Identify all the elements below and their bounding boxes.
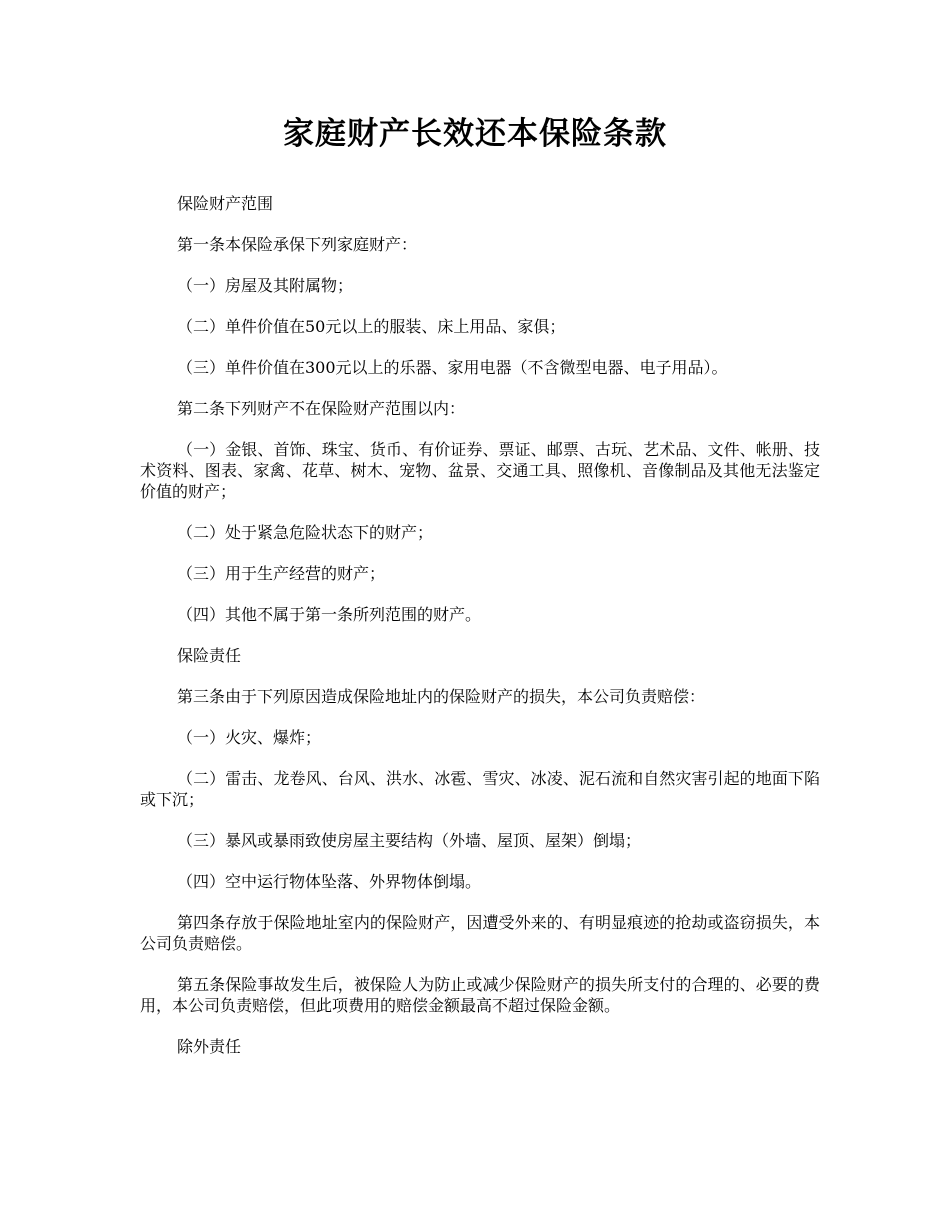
article-1-item-1: （一）房屋及其附属物； [177, 276, 354, 295]
section-heading-scope: 保险财产范围 [177, 194, 274, 213]
section-heading-exclusions: 除外责任 [177, 1037, 242, 1056]
article-3-item-1: （一）火灾、爆炸； [177, 728, 322, 747]
section-heading-liability: 保险责任 [177, 646, 242, 665]
article-1: 第一条本保险承保下列家庭财产： [177, 235, 418, 254]
article-2-item-4: （四）其他不属于第一条所列范围的财产。 [177, 605, 482, 624]
article-2-item-2: （二）处于紧急危险状态下的财产； [177, 523, 434, 542]
article-1-item-2: （二）单件价值在50元以上的服装、床上用品、家俱； [177, 317, 566, 336]
article-3: 第三条由于下列原因造成保险地址内的保险财产的损失，本公司负责赔偿： [177, 687, 706, 706]
article-2-item-3: （三）用于生产经营的财产； [177, 564, 386, 583]
article-3-item-2: （二）雷击、龙卷风、台风、洪水、冰雹、雪灾、冰凌、泥石流和自然灾害引起的地面下陷或下沉； [140, 769, 820, 809]
article-1-item-3: （三）单件价值在300元以上的乐器、家用电器（不含微型电器、电子用品）。 [177, 358, 728, 377]
article-2-item-1: （一）金银、首饰、珠宝、货币、有价证券、票证、邮票、古玩、艺术品、文件、帐册、技术资料、图表、家禽、花草、树木、宠物、盆景、交通工具、照像机、音像制品及其他无法鉴定价值的财产； [140, 440, 820, 501]
article-4: 第四条存放于保险地址室内的保险财产，因遭受外来的、有明显痕迹的抢劫或盗窃损失，本公司负责赔偿。 [140, 913, 820, 953]
document-body [140, 193, 820, 1077]
article-3-item-4: （四）空中运行物体坠落、外界物体倒塌。 [177, 872, 482, 891]
article-5: 第五条保险事故发生后，被保险人为防止或减少保险财产的损失所支付的合理的、必要的费用，本公司负责赔偿，但此项费用的赔偿金额最高不超过保险金额。 [140, 975, 820, 1015]
article-3-item-3: （三）暴风或暴雨致使房屋主要结构（外墙、屋顶、屋架）倒塌； [177, 831, 642, 850]
document-title: 家庭财产长效还本保险条款 [283, 116, 667, 152]
article-2: 第二条下列财产不在保险财产范围以内： [177, 399, 466, 418]
